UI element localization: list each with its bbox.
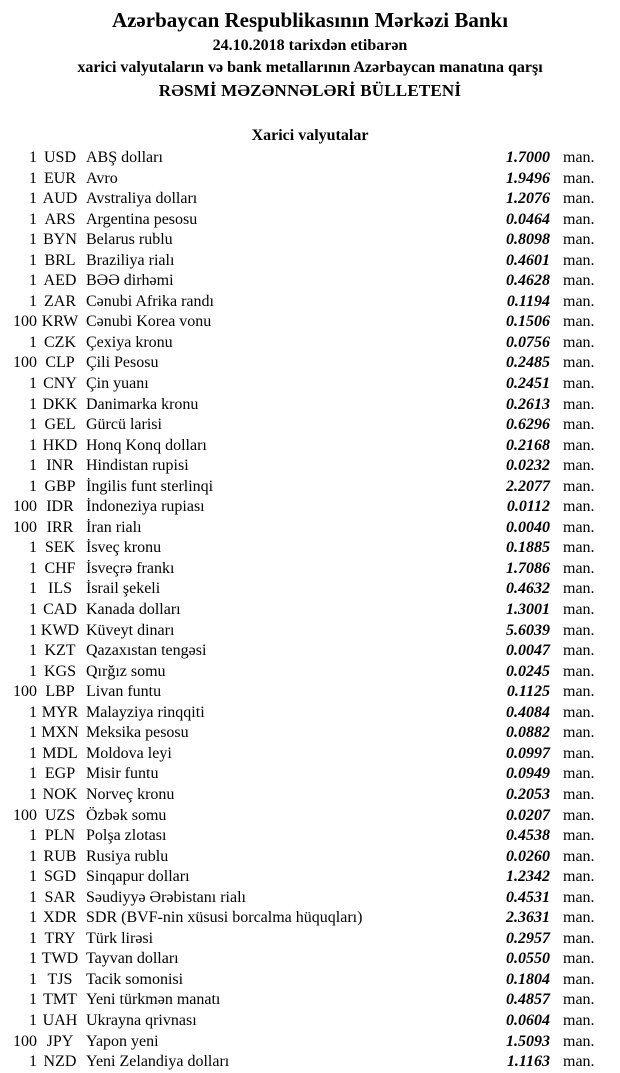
table-row [0, 497, 620, 518]
table-row [0, 785, 620, 806]
rate-value: 0.1804 [506, 970, 550, 988]
rate-value: 1.1163 [506, 1053, 550, 1071]
currency-code: IRR [46, 518, 74, 536]
rate-value: 0.8098 [506, 231, 550, 249]
currency-code: KGS [43, 662, 76, 680]
unit-label: man. [563, 765, 595, 783]
rate-value: 0.0882 [506, 724, 550, 742]
quantity: 100 [13, 313, 37, 331]
quantity: 1 [29, 847, 37, 865]
quantity: 1 [29, 929, 37, 947]
unit-label: man. [563, 416, 595, 434]
table-row [0, 353, 620, 374]
currency-code: JPY [46, 1032, 74, 1050]
currency-name: İsveç kronu [86, 539, 162, 557]
unit-label: man. [563, 909, 595, 927]
currency-code: HKD [42, 436, 78, 454]
quantity: 100 [13, 518, 37, 536]
unit-label: man. [563, 888, 595, 906]
rate-value: 0.1885 [506, 539, 550, 557]
currency-code: SAR [44, 888, 76, 906]
rate-value: 0.2053 [506, 785, 550, 803]
unit-label: man. [563, 498, 595, 516]
currency-name: Yeni Zelandiya dolları [86, 1053, 230, 1071]
currency-name: Rusiya rublu [86, 847, 169, 865]
currency-code: TWD [41, 950, 79, 968]
table-row [0, 621, 620, 642]
currency-name: Küveyt dinarı [86, 621, 175, 639]
unit-label: man. [563, 354, 595, 372]
currency-code: MXN [41, 724, 79, 742]
unit-label: man. [563, 457, 595, 475]
unit-label: man. [563, 806, 595, 824]
quantity: 1 [29, 149, 37, 166]
rate-value: 0.4632 [506, 580, 550, 598]
unit-label: man. [563, 272, 595, 290]
table-row [0, 970, 620, 991]
currency-code: RUB [43, 847, 77, 865]
table-row [0, 744, 620, 765]
rate-value: 0.2451 [506, 375, 550, 393]
unit-label: man. [563, 642, 595, 660]
rate-value: 2.3631 [506, 909, 550, 927]
currency-name: ABŞ dolları [86, 149, 163, 166]
currency-name: Belarus rublu [86, 231, 173, 249]
unit-label: man. [563, 169, 595, 187]
currency-code: CZK [44, 333, 76, 351]
unit-label: man. [563, 847, 595, 865]
currency-code: GEL [44, 416, 76, 434]
currency-name: Norveç kronu [86, 785, 175, 803]
unit-label: man. [563, 991, 595, 1009]
quantity: 1 [29, 991, 37, 1009]
quantity: 1 [29, 724, 37, 742]
rate-value: 0.0756 [506, 333, 550, 351]
quantity: 1 [29, 436, 37, 454]
currency-name: İsrail şekeli [86, 580, 161, 598]
quantity: 1 [29, 703, 37, 721]
currency-code: NOK [42, 785, 78, 803]
quantity: 1 [29, 868, 37, 886]
currency-code: TRY [44, 929, 76, 947]
rate-value: 0.4531 [506, 888, 550, 906]
table-row [0, 189, 620, 210]
quantity: 1 [29, 909, 37, 927]
quantity: 1 [29, 580, 37, 598]
table-row [0, 518, 620, 539]
table-row [0, 1011, 620, 1032]
rate-value: 1.7086 [506, 559, 550, 577]
unit-label: man. [563, 1053, 595, 1071]
quantity: 1 [29, 272, 37, 290]
quantity: 1 [29, 375, 37, 393]
unit-label: man. [563, 231, 595, 249]
rate-value: 0.4601 [506, 251, 550, 269]
currency-code: AUD [42, 190, 78, 208]
unit-label: man. [563, 292, 595, 310]
quantity: 1 [29, 169, 37, 187]
unit-label: man. [563, 970, 595, 988]
currency-rates-table [0, 148, 620, 1073]
currency-name: Braziliya rialı [86, 251, 175, 269]
quantity: 1 [29, 416, 37, 434]
quantity: 1 [29, 1053, 37, 1071]
rate-value: 1.3001 [506, 601, 550, 619]
quantity: 1 [29, 785, 37, 803]
rate-value: 0.2485 [506, 354, 550, 372]
currency-code: CLP [45, 354, 75, 372]
unit-label: man. [563, 827, 595, 845]
currency-code: BRL [44, 251, 76, 269]
table-row [0, 662, 620, 683]
unit-label: man. [563, 868, 595, 886]
unit-label: man. [563, 1032, 595, 1050]
currency-code: TMT [43, 991, 77, 1009]
table-row [0, 436, 620, 457]
table-row [0, 312, 620, 333]
currency-name: Səudiyyə Ərəbistanı rialı [86, 888, 246, 906]
currency-name: Tayvan dolları [86, 950, 179, 968]
currency-name: İngilis funt sterlinqi [86, 477, 214, 495]
currency-code: USD [43, 149, 76, 166]
currency-name: Moldova leyi [86, 744, 172, 762]
currency-name: İsveçrə frankı [86, 559, 175, 577]
rate-value: 0.0245 [506, 662, 550, 680]
currency-name: Cənubi Afrika randı [86, 292, 214, 310]
currency-code: UAH [42, 1011, 78, 1029]
quantity: 1 [29, 292, 37, 310]
rate-value: 1.7000 [506, 149, 550, 166]
table-row [0, 703, 620, 724]
table-row [0, 477, 620, 498]
table-row [0, 723, 620, 744]
currency-code: GBP [44, 477, 76, 495]
currency-code: LBP [45, 683, 75, 701]
currency-code: CAD [43, 601, 77, 619]
quantity: 1 [29, 601, 37, 619]
rate-value: 1.2342 [506, 868, 550, 886]
unit-label: man. [563, 580, 595, 598]
currency-code: EGP [44, 765, 76, 783]
rate-value: 2.2077 [506, 477, 550, 495]
table-row [0, 764, 620, 785]
rate-value: 0.0207 [506, 806, 550, 824]
table-row [0, 806, 620, 827]
unit-label: man. [563, 210, 595, 228]
table-row [0, 395, 620, 416]
quantity: 1 [29, 190, 37, 208]
currency-name: Yeni türkmən manatı [86, 991, 221, 1009]
table-row [0, 682, 620, 703]
unit-label: man. [563, 313, 595, 331]
bulletin-header [0, 0, 620, 102]
table-row [0, 271, 620, 292]
currency-code: EUR [44, 169, 76, 187]
currency-name: Malayziya rinqqiti [86, 703, 205, 721]
rate-value: 0.4628 [506, 272, 550, 290]
unit-label: man. [563, 436, 595, 454]
currency-name: Kanada dolları [86, 601, 181, 619]
table-row [0, 908, 620, 929]
table-row [0, 169, 620, 190]
currency-name: Türk lirəsi [86, 929, 154, 947]
rate-value: 0.0997 [506, 744, 550, 762]
currency-code: PLN [44, 827, 76, 845]
quantity: 1 [29, 621, 37, 639]
quantity: 1 [29, 642, 37, 660]
currency-name: Ukrayna qrivnası [86, 1011, 197, 1029]
quantity: 1 [29, 888, 37, 906]
quantity: 1 [29, 970, 37, 988]
currency-code: SGD [43, 868, 76, 886]
currency-code: CHF [44, 559, 76, 577]
currency-code: ILS [48, 580, 72, 598]
table-row [0, 949, 620, 970]
table-row [0, 826, 620, 847]
currency-name: Polşa zlotası [86, 827, 167, 845]
table-row [0, 600, 620, 621]
currency-code: ARS [44, 210, 76, 228]
unit-label: man. [563, 929, 595, 947]
rate-value: 0.1506 [506, 313, 550, 331]
unit-label: man. [563, 724, 595, 742]
rate-value: 0.4084 [506, 703, 550, 721]
quantity: 100 [13, 354, 37, 372]
table-row [0, 847, 620, 868]
unit-label: man. [563, 395, 595, 413]
currency-name: Misir funtu [86, 765, 159, 783]
table-row [0, 333, 620, 354]
quantity: 1 [29, 231, 37, 249]
quantity: 100 [13, 1032, 37, 1050]
unit-label: man. [563, 518, 595, 536]
unit-label: man. [563, 601, 595, 619]
currency-name: Honq Konq dolları [86, 436, 207, 454]
currency-code: KRW [41, 313, 79, 331]
rate-value: 0.1194 [506, 292, 550, 310]
table-row [0, 230, 620, 251]
currency-name: Özbək somu [86, 806, 167, 824]
currency-code: TJS [47, 970, 73, 988]
currency-code: MDL [42, 744, 78, 762]
currency-code: UZS [44, 806, 76, 824]
table-row [0, 1032, 620, 1053]
currency-name: Yapon yeni [86, 1032, 159, 1050]
quantity: 1 [29, 662, 37, 680]
table-row [0, 929, 620, 950]
rate-value: 0.0550 [506, 950, 550, 968]
rate-value: 0.0047 [506, 642, 550, 660]
rate-value: 1.2076 [506, 190, 550, 208]
rate-value: 0.0040 [506, 518, 550, 536]
unit-label: man. [563, 251, 595, 269]
currency-name: Çili Pesosu [86, 354, 159, 372]
quantity: 100 [13, 683, 37, 701]
table-row [0, 990, 620, 1011]
currency-code: INR [46, 457, 74, 475]
quantity: 1 [29, 765, 37, 783]
unit-label: man. [563, 559, 595, 577]
quantity: 1 [29, 251, 37, 269]
quantity: 1 [29, 395, 37, 413]
quantity: 1 [29, 457, 37, 475]
quantity: 100 [13, 806, 37, 824]
rate-value: 1.5093 [506, 1032, 550, 1050]
table-row [0, 559, 620, 580]
currency-name: Gürcü larisi [86, 416, 162, 434]
rate-value: 0.2168 [506, 436, 550, 454]
currency-code: KZT [44, 642, 76, 660]
currency-name: Avstraliya dolları [86, 190, 198, 208]
rate-value: 5.6039 [506, 621, 550, 639]
unit-label: man. [563, 683, 595, 701]
currency-name: Cənubi Korea vonu [86, 313, 212, 331]
subtitle-line: xarici valyutaların və bank metallarının Azərbaycan manatına qarşı [77, 59, 543, 76]
currency-name: Qazaxıstan tengəsi [86, 642, 207, 660]
unit-label: man. [563, 149, 595, 166]
bulletin-title: RƏSMİ MƏZƏNNƏLƏRİ BÜLLETENİ [158, 81, 462, 100]
quantity: 1 [29, 539, 37, 557]
unit-label: man. [563, 950, 595, 968]
rate-value: 0.1125 [506, 683, 550, 701]
currency-name: BƏƏ dirhəmi [86, 272, 174, 290]
rate-value: 0.6296 [506, 416, 550, 434]
currency-name: Meksika pesosu [86, 724, 189, 742]
table-row [0, 251, 620, 272]
quantity: 1 [29, 477, 37, 495]
rate-value: 0.2957 [506, 929, 550, 947]
table-row [0, 210, 620, 231]
unit-label: man. [563, 477, 595, 495]
table-row [0, 148, 620, 169]
quantity: 1 [29, 559, 37, 577]
rate-value: 0.0464 [506, 210, 550, 228]
currency-name: Argentina pesosu [86, 210, 198, 228]
quantity: 1 [29, 744, 37, 762]
currency-name: Danimarka kronu [86, 395, 199, 413]
currency-code: IDR [46, 498, 74, 516]
currency-name: Hindistan rupisi [86, 457, 189, 475]
table-row [0, 641, 620, 662]
section-title-foreign-currencies: Xarici valyutalar [251, 127, 369, 144]
table-row [0, 456, 620, 477]
rate-value: 0.0112 [506, 498, 550, 516]
rate-value: 0.0260 [506, 847, 550, 865]
currency-name: Avro [86, 169, 118, 187]
table-row [0, 579, 620, 600]
rate-value: 0.2613 [506, 395, 550, 413]
currency-code: NZD [43, 1053, 77, 1071]
currency-name: İran rialı [86, 518, 142, 536]
currency-name: Çin yuanı [86, 375, 149, 393]
currency-name: İndoneziya rupiası [86, 498, 205, 516]
quantity: 1 [29, 210, 37, 228]
currency-name: Sinqapur dolları [86, 868, 190, 886]
currency-code: XDR [43, 909, 77, 927]
currency-name: SDR (BVF-nin xüsusi borcalma hüquqları) [86, 909, 363, 927]
currency-code: DKK [42, 395, 78, 413]
quantity: 1 [29, 950, 37, 968]
quantity: 1 [29, 827, 37, 845]
quantity: 1 [29, 333, 37, 351]
table-row [0, 292, 620, 313]
table-row [0, 888, 620, 909]
rate-value: 0.4857 [506, 991, 550, 1009]
quantity: 1 [29, 1011, 37, 1029]
effective-date-line: 24.10.2018 tarixdən etibarən [212, 37, 408, 54]
currency-code: AED [43, 272, 77, 290]
rate-value: 0.0604 [506, 1011, 550, 1029]
unit-label: man. [563, 621, 595, 639]
unit-label: man. [563, 375, 595, 393]
unit-label: man. [563, 333, 595, 351]
currency-name: Tacik somonisi [86, 970, 184, 988]
currency-name: Çexiya kronu [86, 333, 173, 351]
currency-code: MYR [41, 703, 79, 721]
currency-code: CNY [43, 375, 77, 393]
currency-code: SEK [44, 539, 76, 557]
currency-code: KWD [40, 621, 80, 639]
unit-label: man. [563, 703, 595, 721]
currency-code: ZAR [44, 292, 76, 310]
rate-value: 0.0232 [506, 457, 550, 475]
currency-name: Qırğız somu [86, 662, 166, 680]
table-row [0, 538, 620, 559]
unit-label: man. [563, 539, 595, 557]
table-row [0, 415, 620, 436]
bank-title: Azərbaycan Respublikasının Mərkəzi Bankı [111, 8, 509, 32]
unit-label: man. [563, 744, 595, 762]
currency-name: Livan funtu [86, 683, 162, 701]
table-row [0, 374, 620, 395]
unit-label: man. [563, 785, 595, 803]
unit-label: man. [563, 190, 595, 208]
quantity: 100 [13, 498, 37, 516]
rate-value: 1.9496 [506, 169, 550, 187]
rate-value: 0.4538 [506, 827, 550, 845]
rate-value: 0.0949 [506, 765, 550, 783]
table-row [0, 1052, 620, 1073]
table-row [0, 867, 620, 888]
currency-code: BYN [43, 231, 77, 249]
unit-label: man. [563, 662, 595, 680]
unit-label: man. [563, 1011, 595, 1029]
